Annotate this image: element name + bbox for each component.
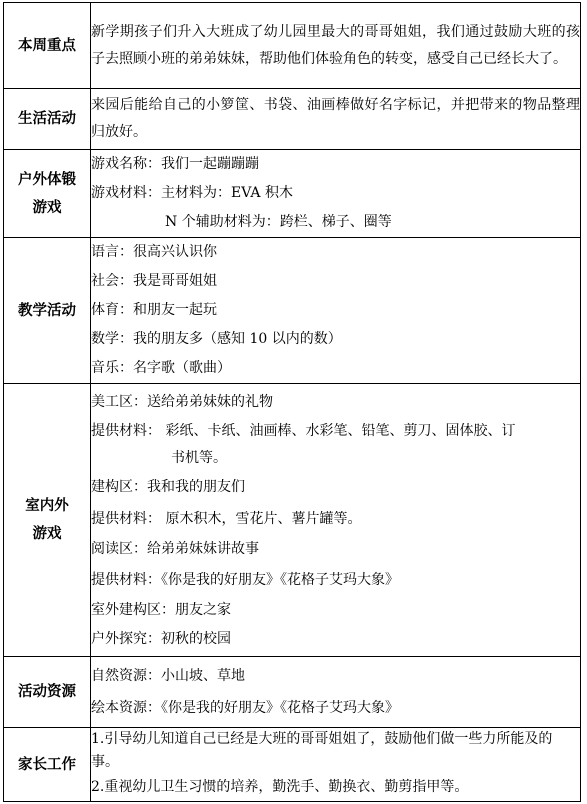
outdoor-exercise-label	[4, 150, 91, 238]
art-materials-line1: 提供材料： 彩纸、卡纸、油画棒、水彩笔、铅笔、剪刀、固体胶、订	[91, 422, 516, 439]
art-materials-line2: 书机等。	[171, 449, 227, 466]
daily-life-content	[91, 89, 581, 150]
build-area: 建构区：我和我的朋友们	[91, 478, 245, 495]
teaching-item-math: 数学：我的朋友多（感知 10 以内的数）	[91, 331, 342, 347]
build-materials: 提供材料： 原木积木，雪花片、薯片罐等。	[91, 510, 362, 527]
game-materials: 游戏材料：主材料为：EVA 积木	[91, 185, 293, 201]
row-indoor-outdoor-games	[4, 384, 581, 657]
games-label-line1: 室内外	[25, 498, 69, 514]
weekly-plan-table	[3, 2, 581, 802]
row-weekly-focus	[4, 3, 581, 89]
outdoor-exercise-label-line1: 户外体锻	[18, 171, 76, 188]
daily-life-text: 来园后能给自己的小箩筐、书袋、油画棒做好名字标记，并把带来的物品整理归放好。	[91, 97, 580, 140]
row-parent-work	[4, 728, 581, 802]
games-label-line2: 游戏	[32, 526, 62, 542]
weekly-focus-label: 本周重点	[4, 3, 91, 89]
row-teaching	[4, 238, 581, 384]
teaching-item-language: 语言：很高兴认识你	[91, 244, 217, 260]
art-area: 美工区：送给弟弟妹妹的礼物	[91, 393, 273, 410]
outdoor-explore: 户外探究：初秋的校园	[91, 630, 231, 647]
parent-work-content	[91, 728, 581, 802]
teaching-item-pe: 体育：和朋友一起玩	[91, 302, 217, 318]
reading-area: 阅读区：给弟弟妹妹讲故事	[91, 540, 259, 557]
picture-book-resources: 绘本资源：《你是我的好朋友》《花格子艾玛大象》	[91, 700, 399, 716]
game-aux-materials: N 个辅助材料为：跨栏、梯子、圈等	[165, 214, 392, 230]
outdoor-build-area: 室外建构区：朋友之家	[91, 601, 231, 618]
resources-label: 活动资源	[4, 657, 91, 728]
parent-work-label: 家长工作	[4, 728, 91, 802]
weekly-focus-text: 新学期孩子们升入大班成了幼儿园里最大的哥哥姐姐，我们通过鼓励大班的孩子去照顾小班的弟弟妹妹，帮助他们体验角色的转变，感受自己已经长大了。	[91, 23, 580, 67]
row-daily-life	[4, 89, 581, 150]
games-label	[4, 384, 91, 657]
outdoor-exercise-label-line2: 游戏	[32, 199, 62, 216]
resources-content	[91, 657, 581, 728]
parent-work-item-2: 2.重视幼儿卫生习惯的培养，勤洗手、勤换衣、勤剪指甲等。	[91, 779, 469, 795]
parent-work-item-1: 1.引导幼儿知道自己已经是大班的哥哥姐姐了，鼓励他们做一些力所能及的事。	[91, 731, 553, 770]
game-name: 游戏名称：我们一起蹦蹦蹦	[91, 156, 259, 172]
games-content	[91, 384, 581, 657]
outdoor-exercise-content	[91, 150, 581, 238]
row-resources	[4, 657, 581, 728]
row-outdoor-exercise	[4, 150, 581, 238]
natural-resources: 自然资源：小山坡、草地	[91, 668, 245, 684]
teaching-content	[91, 238, 581, 384]
teaching-item-social: 社会：我是哥哥姐姐	[91, 273, 217, 289]
daily-life-label: 生活活动	[4, 89, 91, 150]
reading-materials: 提供材料：《你是我的好朋友》《花格子艾玛大象》	[91, 571, 399, 588]
teaching-item-music: 音乐：名字歌（歌曲）	[91, 360, 231, 376]
weekly-focus-content	[91, 3, 581, 89]
teaching-label: 教学活动	[4, 238, 91, 384]
